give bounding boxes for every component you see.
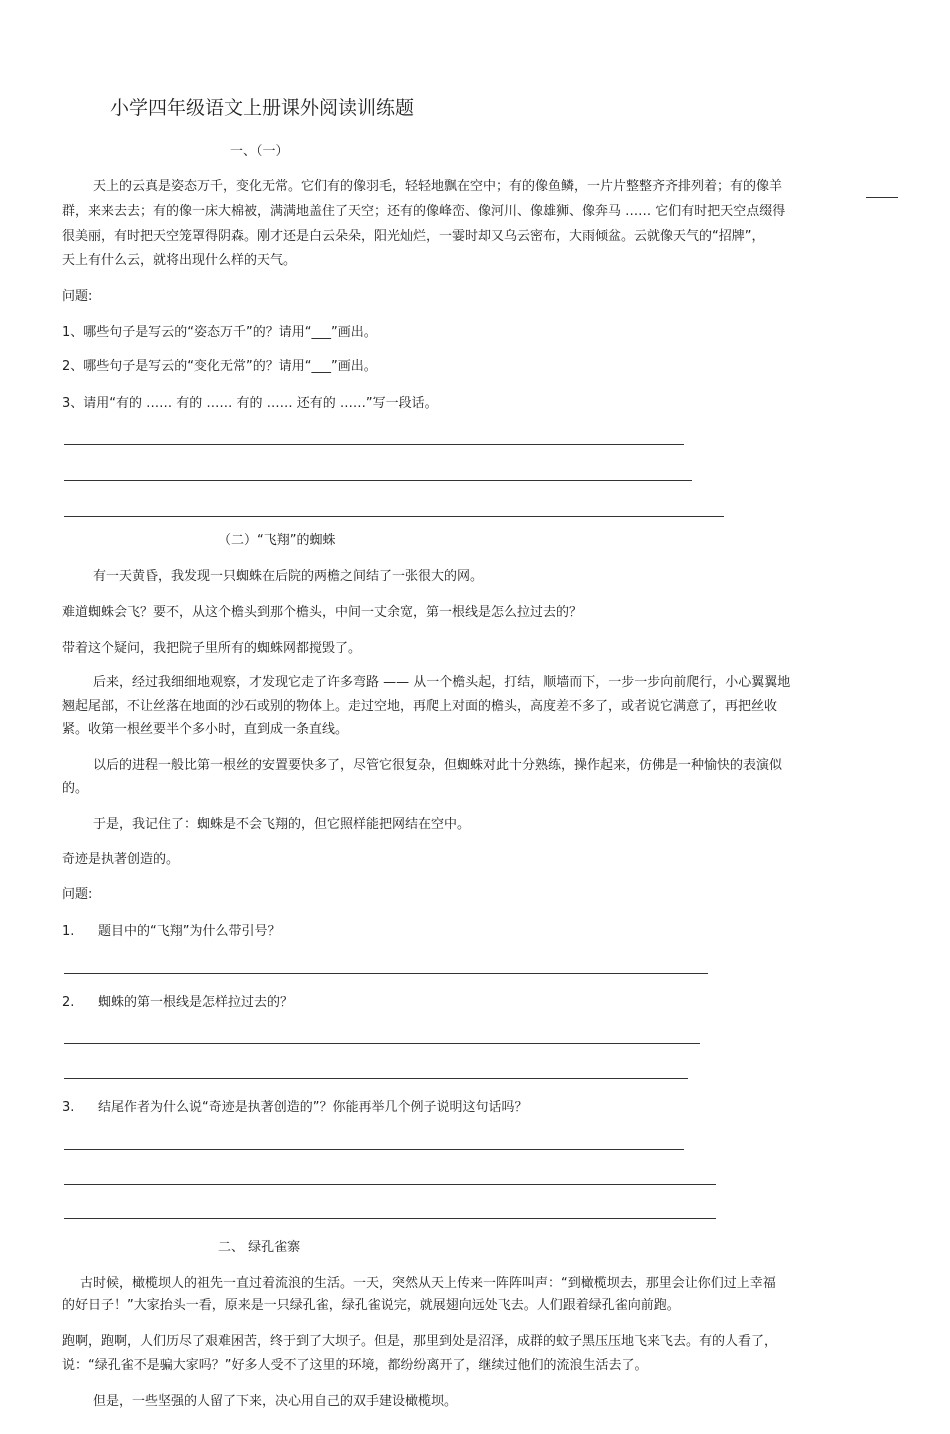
- section-heading: 一、（一）: [230, 144, 289, 159]
- section-heading: （二）“飞翔”的蜘蛛: [218, 533, 336, 548]
- paragraph-line: 群，来来去去；有的像一床大棉被，满满地盖住了天空；还有的像峰峦、像河川、像雄狮、像奔马 …… 它们有时把天空点缀得: [62, 204, 786, 219]
- paragraph: 带着这个疑问，我把院子里所有的蜘蛛网都搅毁了。: [62, 641, 362, 656]
- question-3: 结尾作者为什么说“奇迹是执著创造的”？你能再举几个例子说明这句话吗？: [98, 1100, 528, 1115]
- question-3: 3、请用“有的 …… 有的 …… 有的 …… 还有的 ……”写一段话。: [62, 396, 438, 411]
- question-number: 2.: [62, 995, 75, 1010]
- paragraph-line: 天上的云真是姿态万千，变化无常。它们有的像羽毛，轻轻地飘在空中；有的像鱼鳞，一片片整整齐齐排列着；有的像羊: [93, 179, 783, 194]
- answer-line[interactable]: [64, 516, 724, 517]
- answer-line[interactable]: [64, 973, 708, 974]
- question-1: 1、哪些句子是写云的“姿态万千”的？请用“___”画出。: [62, 325, 377, 340]
- paragraph-line: 跑啊，跑啊，人们历尽了艰难困苦，终于到了大坝子。但是，那里到处是沼泽，成群的蚊子黑压压地飞来飞去。有的人看了，: [62, 1334, 778, 1349]
- paragraph-line: 后来，经过我细细地观察，才发现它走了许多弯路 —— 从一个檐头起，打结，顺墙而下，一步一步向前爬行，小心翼翼地: [93, 675, 791, 690]
- paragraph-line: 很美丽，有时把天空笼罩得阴森。刚才还是白云朵朵，阳光灿烂，一霎时却又乌云密布，大雨倾盆。云就像天气的“招牌”，: [62, 229, 765, 244]
- answer-line[interactable]: [64, 1218, 716, 1219]
- question-number: 3.: [62, 1100, 75, 1115]
- paragraph-line: 的好日子！”大家抬头一看，原来是一只绿孔雀，绿孔雀说完，就展翅向远处飞去。人们跟着绿孔雀向前跑。: [62, 1298, 680, 1313]
- answer-line[interactable]: [64, 1043, 700, 1044]
- paragraph: 有一天黄昏，我发现一只蜘蛛在后院的两檐之间结了一张很大的网。: [93, 569, 484, 584]
- answer-line[interactable]: [64, 1184, 716, 1185]
- question-label: 问题:: [62, 887, 93, 902]
- paragraph-line: 以后的进程一般比第一根丝的安置要快多了，尽管它很复杂，但蜘蛛对此十分熟练，操作起来，仿佛是一种愉快的表演似: [93, 758, 783, 773]
- question-2: 蜘蛛的第一根线是怎样拉过去的？: [98, 995, 294, 1010]
- paragraph: 于是，我记住了：蜘蛛是不会飞翔的，但它照样能把网结在空中。: [93, 817, 471, 832]
- fill-blank-line: [866, 197, 898, 198]
- paragraph-line: 的。: [62, 781, 89, 796]
- answer-line[interactable]: [64, 480, 692, 481]
- paragraph-line: 紧。收第一根丝要半个多小时，直到成一条直线。: [62, 722, 349, 737]
- paragraph: 但是，一些坚强的人留了下来，决心用自己的双手建设橄榄坝。: [93, 1394, 458, 1409]
- paragraph-line: 说：“绿孔雀不是骗大家吗？”好多人受不了这里的环境，都纷纷离开了，继续过他们的流浪生活去了。: [62, 1358, 648, 1373]
- answer-line[interactable]: [64, 1078, 688, 1079]
- paragraph: 难道蜘蛛会飞？要不，从这个檐头到那个檐头，中间一丈余宽，第一根线是怎么拉过去的？: [62, 605, 583, 620]
- answer-line[interactable]: [64, 1149, 684, 1150]
- page-title: 小学四年级语文上册课外阅读训练题: [110, 97, 415, 119]
- paragraph-line: 翘起尾部，不让丝落在地面的沙石或别的物体上。走过空地，再爬上对面的檐头，高度差不多了，或者说它满意了，再把丝收: [62, 699, 778, 714]
- question-1: 题目中的“飞翔”为什么带引号？: [98, 924, 281, 939]
- question-number: 1.: [62, 924, 75, 939]
- paragraph-line: 天上有什么云，就将出现什么样的天气。: [62, 253, 297, 268]
- question-2: 2、哪些句子是写云的“变化无常”的？请用“___”画出。: [62, 359, 377, 374]
- paragraph-line: 古时候，橄榄坝人的祖先一直过着流浪的生活。一天，突然从天上传来一阵阵叫声：“到橄榄坝去，那里会让你们过上幸福: [80, 1276, 776, 1291]
- answer-line[interactable]: [64, 444, 684, 445]
- paragraph: 奇迹是执著创造的。: [62, 852, 180, 867]
- section-heading: 二、 绿孔雀寨: [218, 1240, 301, 1255]
- question-label: 问题:: [62, 289, 93, 304]
